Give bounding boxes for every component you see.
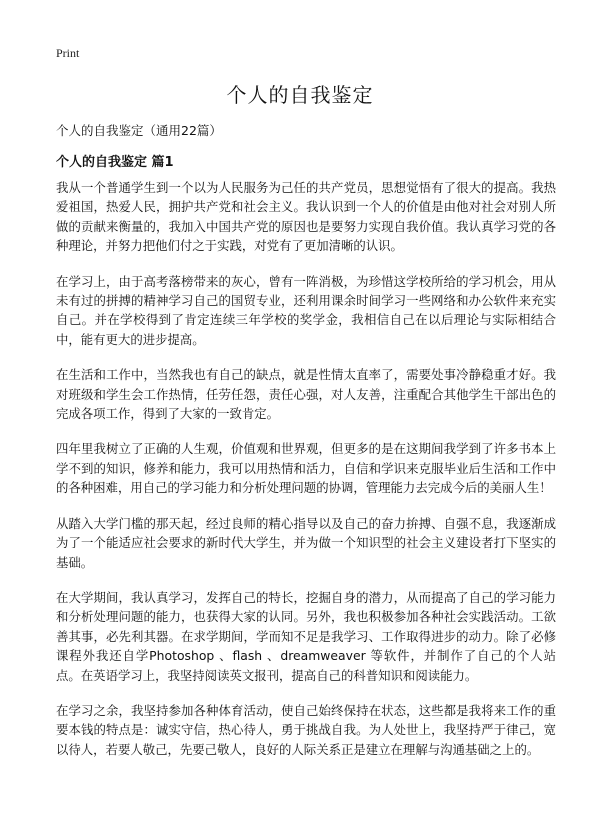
- document-body: [56, 178, 556, 775]
- paragraph: 在大学期间，我认真学习，发挥自己的特长，挖掘自身的潜力，从而提高了自己的学习能力和分析处理问题的能力，也获得大家的认同。另外，我也积极参加各种社会实践活动。工欲善其事，必先利其器。在求学期间，学而知不足是我学习、工作取得进步的动力。除了必修课程外我还自学Photoshop 、flash 、dreamweaver 等软件，并制作了自己的个人站点。在英语学习上，我坚持阅读英文报刊，提高自己的科普知识和阅读能力。: [56, 589, 556, 683]
- paragraph: 在学习之余，我坚持参加各种体育活动，使自己始终保持在状态，这些都是我将来工作的重要本钱的特点是：诚实守信，热心待人，勇于挑战自我。为人处世上，我坚持严于律己，宽以待人，若要人敬己，先要己敬人，良好的人际关系正是建立在理解与沟通基础之上的。: [56, 702, 556, 757]
- document-subtitle: 个人的自我鉴定（通用22篇）: [56, 123, 222, 138]
- paragraph: 在生活和工作中，当然我也有自己的缺点，就是性情太直率了，需要处事冷静稳重才好。我对班级和学生会工作热情，任劳任怨，责任心强，对人友善，注重配合其他学生干部出色的完成各项工作，得到了大家的一致肯定。: [56, 367, 556, 422]
- section-heading: 个人的自我鉴定 篇1: [56, 155, 174, 170]
- paragraph: 四年里我树立了正确的人生观，价值观和世界观，但更多的是在这期间我学到了许多书本上学不到的知识，修养和能力，我可以用热情和活力，自信和学识来克服毕业后生活和工作中的各种困难，用自己的学习能力和分析处理问题的协调，管理能力去完成今后的美丽人生！: [56, 441, 556, 496]
- print-link[interactable]: Print: [56, 46, 80, 60]
- paragraph: 从踏入大学门槛的那天起，经过良师的精心指导以及自己的奋力拚搏、自强不息，我逐渐成为了一个能适应社会要求的新时代大学生，并为做一个知识型的社会主义建设者打下坚实的基础。: [56, 515, 556, 570]
- paragraph: 在学习上，由于高考落榜带来的灰心，曾有一阵消极，为珍惜这学校所给的学习机会，用从未有过的拼搏的精神学习自己的国贸专业，还利用课余时间学习一些网络和办公软件来充实自己。并在学校得到了肯定连续三年学校的奖学金，我相信自己在以后理论与实际相结合中，能有更大的进步提高。: [56, 273, 556, 347]
- paragraph: 我从一个普通学生到一个以为人民服务为己任的共产党员，思想觉悟有了很大的提高。我热爱祖国，热爱人民，拥护共产党和社会主义。我认识到一个人的价值是由他对社会对别人所做的贡献来衡量的，我加入中国共产党的原因也是要努力实现自我价值。我认真学习党的各种理论，并努力把他们付之于实践，对党有了更加清晰的认识。: [56, 180, 556, 254]
- page-title: 个人的自我鉴定: [226, 83, 374, 107]
